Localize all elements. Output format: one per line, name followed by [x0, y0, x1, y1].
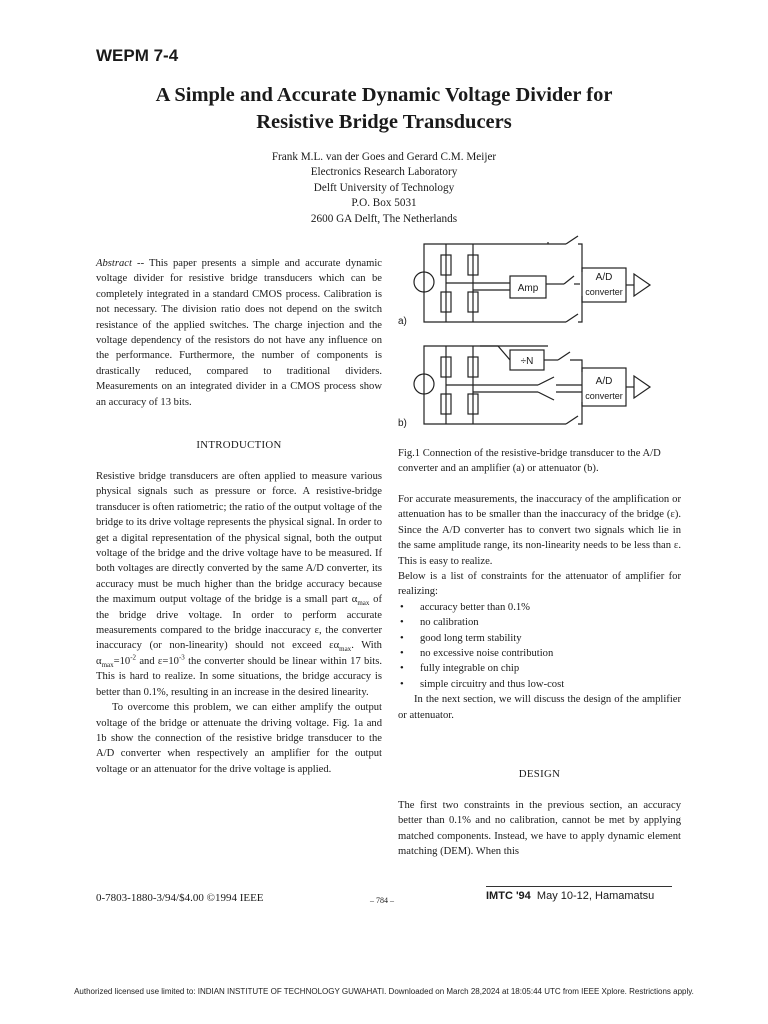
license-notice: Authorized licensed use limited to: INDIAN INSTITUTE OF TECHNOLOGY GUWAHATI. Downloaded on March 28,2024 at 18:05:44 UTC from IEEE Xplore. Restrictions apply.	[74, 987, 694, 996]
title-line-1: A Simple and Accurate Dynamic Voltage Divider for	[155, 84, 613, 106]
attenuator-label: ÷N	[520, 356, 534, 367]
adc-b-label-1: A/D	[595, 376, 613, 387]
list-item: • good long term stability	[398, 631, 681, 646]
list-item: • simple circuitry and thus low-cost	[398, 677, 681, 692]
introduction-heading: INTRODUCTION	[196, 439, 282, 451]
list-item: • no excessive noise contribution	[398, 646, 681, 661]
list-item: • no calibration	[398, 615, 681, 630]
introduction-paragraph-2: To overcome this problem, we can either amplify the output voltage of the bridge or attenuate the driving voltage. Fig. 1a and 1b show the connection of the resistive bridge transducer to the A/D converter when respectively an amplifier for the output voltage or an attenuator for the drive voltage is applied.	[96, 702, 382, 775]
amplifier-label: Amp	[517, 283, 539, 294]
footer-rule	[486, 886, 672, 887]
conference-name: IMTC '94	[486, 890, 531, 902]
title-line-2: Resistive Bridge Transducers	[256, 111, 512, 133]
adc-b-label-2: converter	[585, 391, 623, 401]
design-body	[398, 798, 681, 860]
figure-caption: Fig.1 Connection of the resistive-bridge transducer to the A/D converter and an amplifier (a) or attenuator (b).	[398, 448, 661, 475]
conference-line	[486, 890, 654, 902]
constraint-list	[398, 600, 681, 692]
right-paragraph-1: For accurate measurements, the inaccuracy of the amplification or attenuation has to be smaller than the inaccuracy of the bridge (ε). Since the A/D converter has to convert two signals which lie in the same amplitude range, its non-linearity needs to be less than ε. This is easy to realize.	[398, 494, 681, 567]
output-arrow-b-icon	[634, 376, 650, 398]
right-column-body	[398, 492, 681, 723]
abstract	[96, 256, 382, 410]
introduction-paragraph-1: Resistive bridge transducers are often applied to measure various physical signals such as pressure or force. A resistive-bridge transducer is often ratiometric; the ratio of the output voltage of the bridge to its drive voltage represents the physical signal. In order to get a digital representation of the physical signal, both the output voltage of the bridge and the drive voltage have to be measured. If both voltages are directly converted by the same A/D converter, its accuracy must be much higher than the bridge accuracy because the maximum output voltage of the bridge is a small part $\alpha_{max}$ of the bridge drive voltage. In order to perform accurate measurements compared to the bridge inaccuracy ε, the converter inaccuracy (or non-linearity) should not exceed $\varepsilon\alpha_{max}$. With $\alpha_{max}=10^{-2}$ and $\varepsilon=10^{-3}$ the converter should be linear within 17 bits. This is hard to realize. In some situations, the bridge accuracy is better than 0.1%, resulting in an increase in the desired linearity.	[96, 471, 383, 698]
design-heading: DESIGN	[518, 768, 561, 780]
affiliation-pobox: P.O. Box 5031	[351, 197, 417, 210]
list-item: • fully integrable on chip	[398, 661, 681, 676]
page-number: – 784 –	[370, 896, 394, 905]
author-block	[170, 150, 598, 227]
abstract-label: Abstract	[96, 258, 132, 269]
conference-date: May 10-12, Hamamatsu	[536, 890, 655, 902]
right-paragraph-3: In the next section, we will discuss the design of the amplifier or attenuator.	[398, 694, 681, 721]
design-paragraph-1: The first two constraints in the previous section, an accuracy better than 0.1% and no calibration, cannot be met by applying matched components. Instead, we have to apply dynamic element matching (DEM). When this	[398, 800, 681, 858]
figure-label-a: a)	[398, 316, 407, 327]
output-arrow-a-icon	[634, 274, 650, 296]
adc-a-label-1: A/D	[595, 272, 613, 283]
list-item: • accuracy better than 0.1%	[398, 600, 681, 615]
adc-a-label-2: converter	[585, 287, 623, 297]
paper-code: WEPM 7-4	[96, 46, 179, 65]
right-paragraph-2: Below is a list of constraints for the attenuator of amplifier for realizing:	[398, 571, 681, 598]
figure-1-diagram	[398, 232, 680, 438]
introduction-body	[96, 469, 382, 777]
abstract-text: -- This paper presents a simple and accurate dynamic voltage divider for resistive bridge transducers which can be completely integrated in a standard CMOS process. Calibration is not necessary. The division ratio does not depend on the switch resistance of the applied switches. The charge injection and the voltage dependency of the resistors do not have any influence on the performance. Furthermore, the number of components is drastically reduced, compared to traditional dividers. Measurements on an integrated divider in a CMOS process show an accuracy of 13 bits.	[96, 258, 382, 408]
affiliation-university: Delft University of Technology	[313, 181, 455, 194]
author-names: Frank M.L. van der Goes and Gerard C.M. Meijer	[271, 151, 497, 163]
affiliation-lab: Electronics Research Laboratory	[310, 166, 458, 179]
copyright-line: 0-7803-1880-3/94/$4.00 ©1994 IEEE	[96, 892, 264, 904]
figure-label-b: b)	[398, 418, 407, 429]
paper-title	[60, 82, 708, 136]
affiliation-city: 2600 GA Delft, The Netherlands	[310, 212, 458, 225]
